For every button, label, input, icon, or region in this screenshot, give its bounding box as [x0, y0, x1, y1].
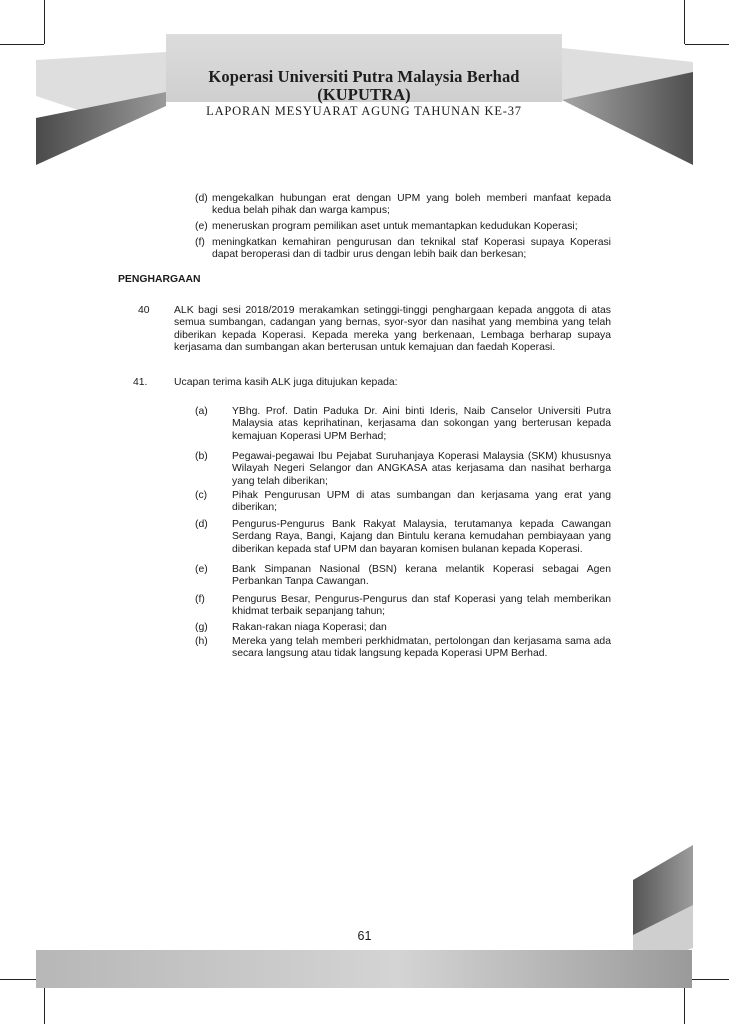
objective-text: meneruskan program pemilikan aset untuk memantapkan kedudukan Koperasi; [212, 221, 578, 232]
thanks-text: Bank Simpanan Nasional (BSN) kerana melantik Koperasi sebagai Agen Perbankan Tanpa Cawangan. [232, 564, 611, 588]
thanks-marker: (e) [195, 564, 208, 575]
thanks-marker: (f) [195, 594, 205, 605]
header-title: Koperasi Universiti Putra Malaysia Berhad (KUPUTRA) [208, 67, 520, 104]
paragraph-number: 40 [138, 305, 150, 316]
thanks-text: Pengurus Besar, Pengurus-Pengurus dan staf Koperasi yang telah memberikan khidmat terbaik sepanjang tahun; [232, 594, 611, 618]
thanks-text: Rakan-rakan niaga Koperasi; dan [232, 622, 387, 633]
thanks-text: Pengurus-Pengurus Bank Rakyat Malaysia, terutamanya kepada Cawangan Serdang Raya, Bangi, Kajang dan Bintulu kerana kemudahan pembiayaan yang diberikan kepada staf UPM dan bayaran komisen bulanan kepada Koperasi. [232, 519, 611, 555]
objective-marker: (e) [195, 221, 208, 232]
thanks-marker: (c) [195, 490, 208, 501]
thanks-marker: (d) [195, 519, 208, 530]
paragraph-number: 41. [133, 377, 148, 388]
thanks-text: Pegawai-pegawai Ibu Pejabat Suruhanjaya Koperasi Malaysia (SKM) khususnya Wilayah Negeri Selangor dan ANGKASA atas kerjasama dan nasihat berharga yang telah diberikan; [232, 451, 611, 487]
thanks-text: Pihak Pengurusan UPM di atas sumbangan dan kerjasama yang erat yang diberikan; [232, 490, 611, 514]
paragraph-text: Ucapan terima kasih ALK juga ditujukan kepada: [174, 377, 398, 388]
report-header [166, 34, 562, 118]
section-heading: PENGHARGAAN [118, 274, 201, 285]
page-number: 61 [357, 929, 372, 943]
paragraph-text: ALK bagi sesi 2018/2019 merakamkan setinggi-tinggi penghargaan kepada anggota di atas semua sumbangan, cadangan yang bernas, syor-syor dan nasihat yang membina yang telah diberikan kepada Koperasi. Kepada mereka yang berkenaan, Lembaga berharap supaya kerjasama dan sumbangan akan berterusan untuk kemajuan dan faedah Koperasi. [174, 305, 611, 354]
objective-text: mengekalkan hubungan erat dengan UPM yang boleh memberi manfaat kepada kedua belah pihak dan warga kampus; [212, 193, 611, 217]
thanks-marker: (a) [195, 406, 208, 417]
thanks-marker: (b) [195, 451, 208, 462]
header-subtitle: LAPORAN MESYUARAT AGUNG TAHUNAN KE-37 [206, 104, 522, 118]
thanks-text: Mereka yang telah memberi perkhidmatan, pertolongan dan kerjasama sama ada secara langsung atau tidak langsung kepada Koperasi UPM Berhad. [232, 636, 611, 660]
thanks-marker: (g) [195, 622, 208, 633]
thanks-text: YBhg. Prof. Datin Paduka Dr. Aini binti Ideris, Naib Canselor Universiti Putra Malaysia atas keprihatinan, kerjasama dan sokongan yang berterusan kepada kemajuan Koperasi UPM Berhad; [232, 406, 611, 442]
objective-marker: (d) [195, 193, 208, 204]
objective-text: meningkatkan kemahiran pengurusan dan teknikal staf Koperasi supaya Koperasi dapat beroperasi dan di tadbir urus dengan lebih baik dan berkesan; [212, 237, 611, 261]
objective-marker: (f) [195, 237, 205, 248]
footer-bar [36, 950, 692, 988]
thanks-marker: (h) [195, 636, 208, 647]
